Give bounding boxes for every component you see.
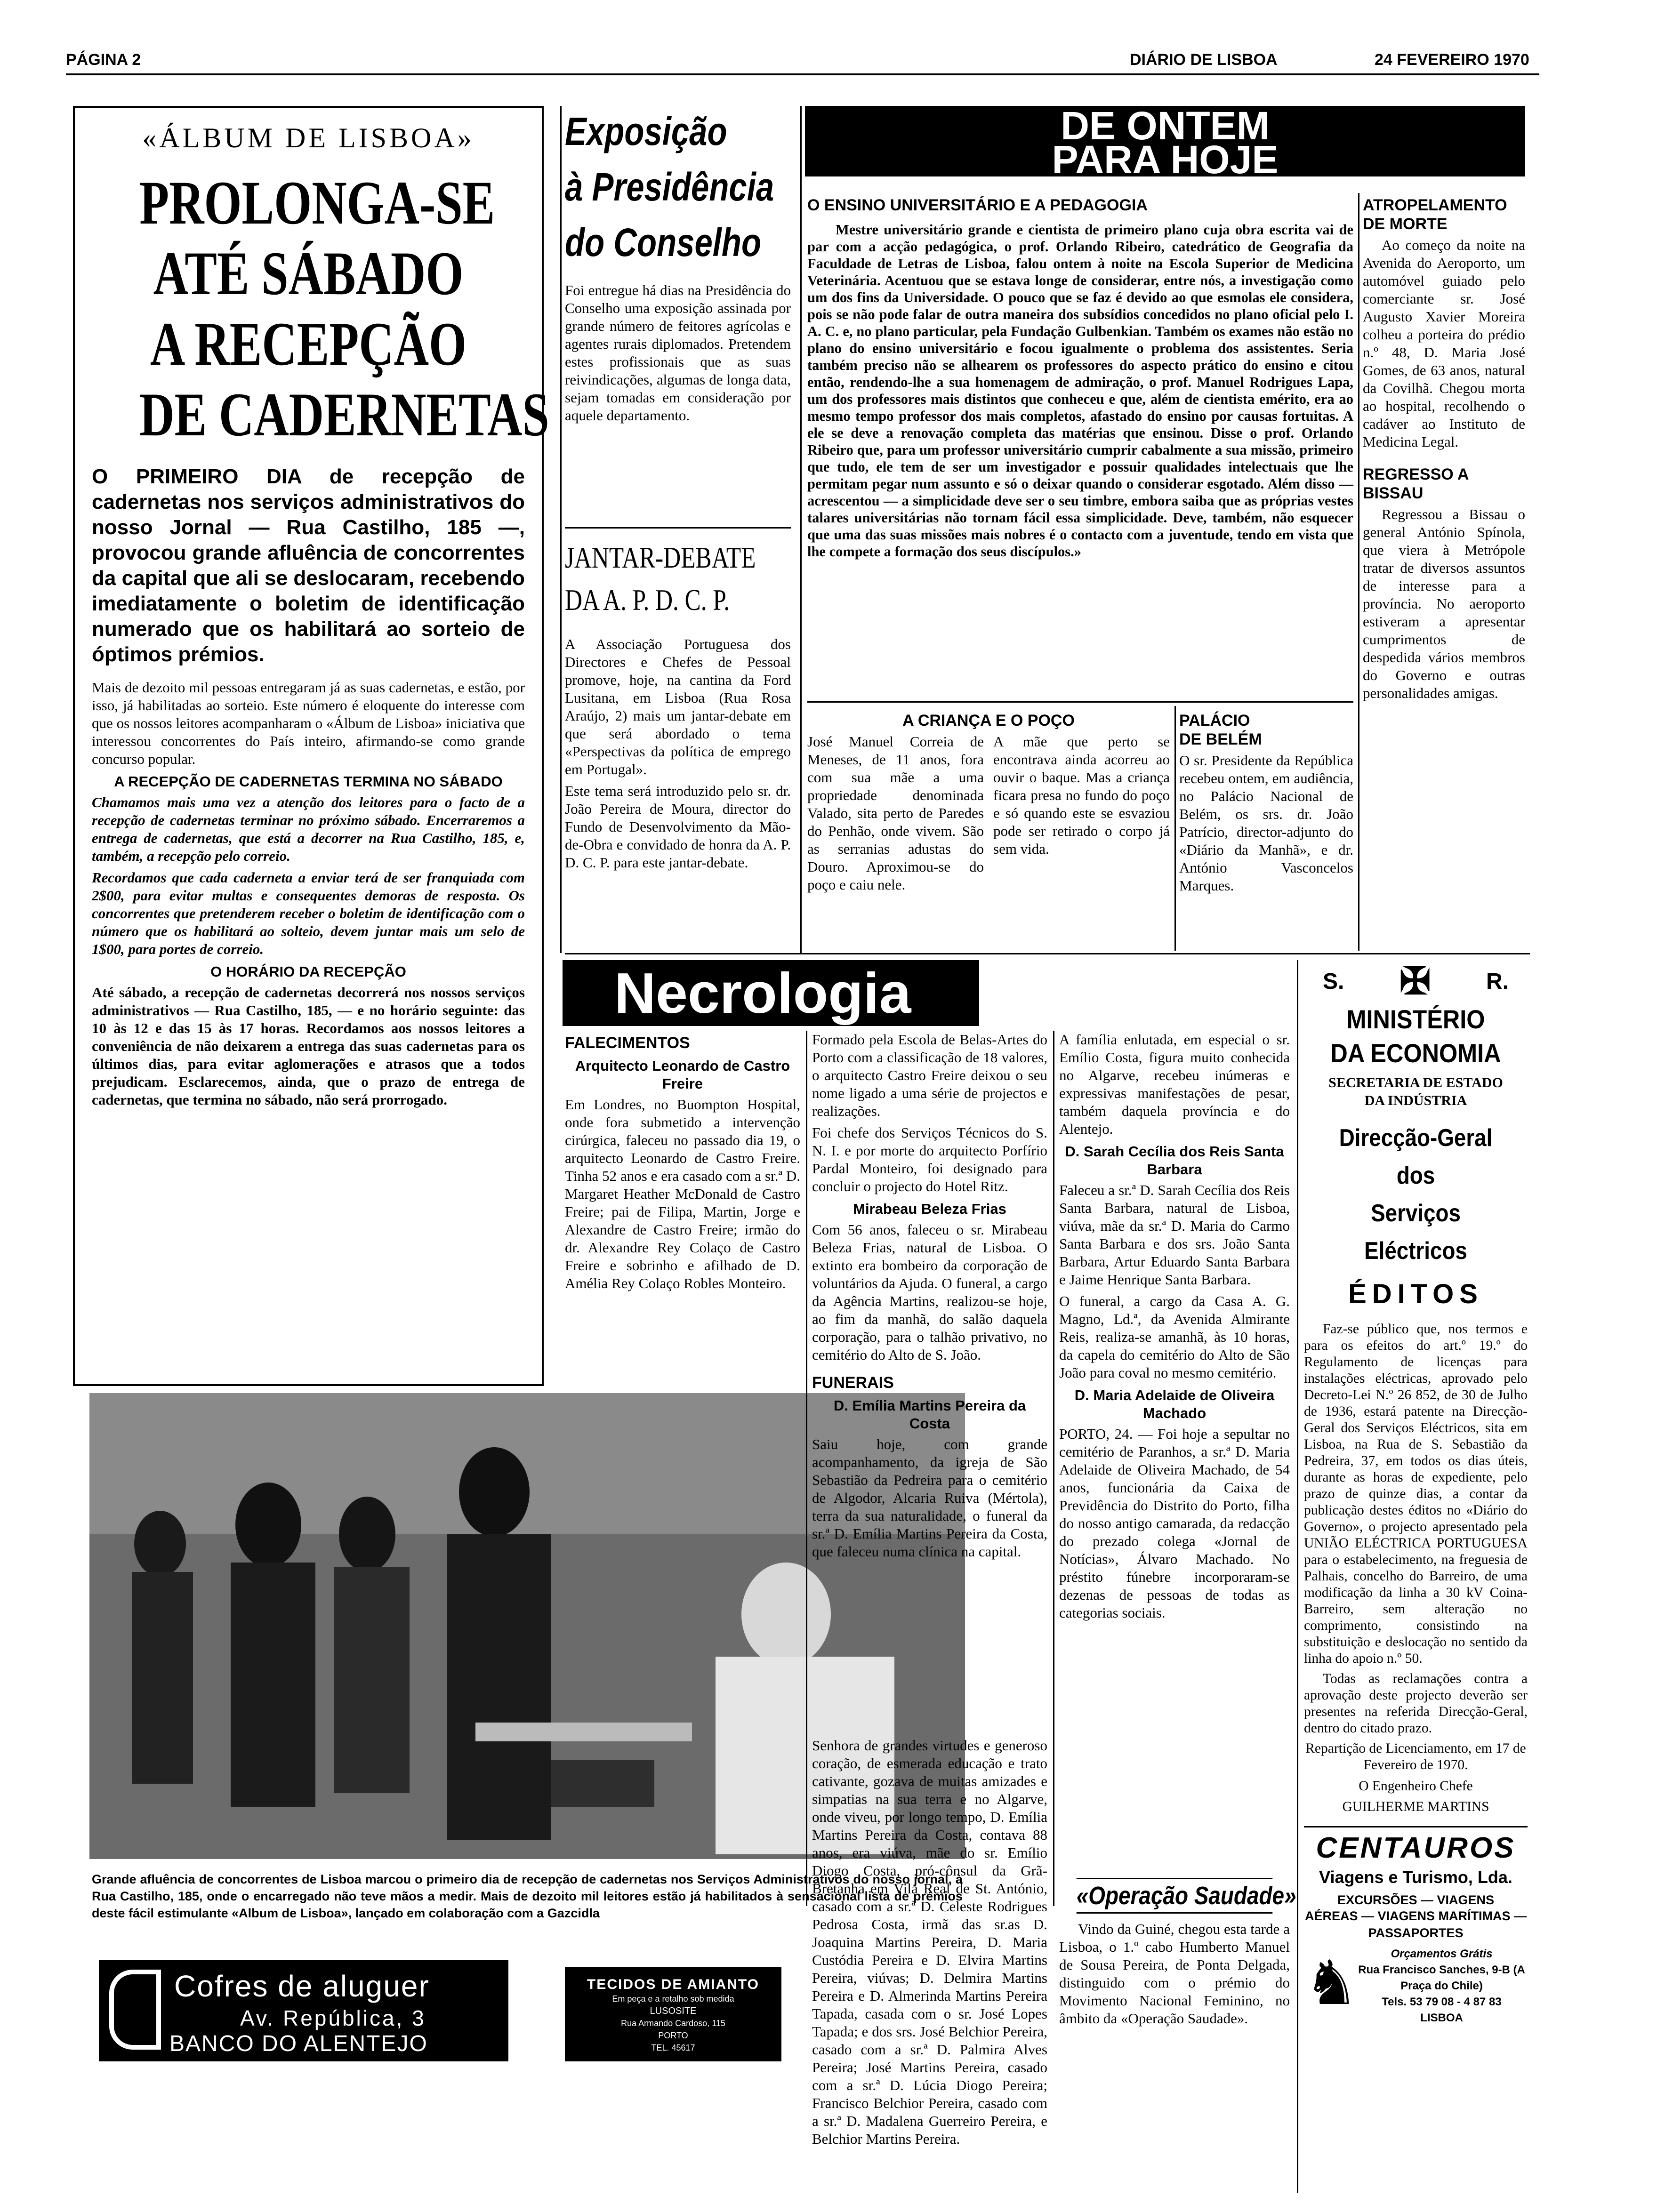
- editos-signature: GUILHERME MARTINS: [1342, 1799, 1489, 1814]
- ensino-body: Mestre universitário grande e cientista de primeiro plano cuja obra escrita vai de par com a acção pedagógica, o prof. Orlando Ribeiro, catedrático de Geografia da Faculdade de Letras de Lisboa, falou ontem à noite na Escola Superior de Medicina Veterinária. Acentuou que se estava longe de considerar, entre nós, a investigação como um dos fins da Universidade. O pouco que se faz é devido ao que esmolas ele considera, pois se não pode falar de outra maneira dos subsídios concedidos no plano oficial pelo I. A. C. e, no plano particular, pela Fundação Gulbenkian. Também os exames não estão no plano do ensino universitário e focou igualmente o problema dos assistentes. Seria também preciso não se alhearem os professores do aspecto prático do ensino e citou então, rendendo-lhe a sua homenagem de admiração, o prof. Manuel Rodrigues Lapa, um dos professores mais distintos que conheceu e que, além de cientista emérito, era ao mesmo tempo professor dos mais completos, afastado do ensino por causas fortuitas. A ele se deve a renovação completa das matérias que ensinou. Disse o prof. Orlando Ribeiro que, para um professor universitário cumprir cabalmente a sua missão, primeiro que tudo, ele tem de ser um investigador e possuir qualidades intelectuais que lhe permitam pegar num assunto e só o deixar quando o considerar esgotado. Além disso — acrescentou — a simplicidade deve ser o seu timbre, embora saiba que as próprias vestes talares universitárias não tornam fácil essa simplicidade. Deve, também, não esquecer que uma das suas missões mais nobres é o contacto com a juventude, tendo em vista que lhe compete a formação dos seus discípulos.»: [807, 222, 1353, 560]
- crianca-body: José Manuel Correia de Meneses, de 11 anos, fora com sua mãe a uma propriedade denominada Valado, sita perto de Paredes do Penhão, onde vivem. São as serranias adustas do Douro. Aproximou-se do poço e caiu nele.: [807, 733, 984, 893]
- tecidos-line: Em peça e a retalho sob medida: [612, 1994, 734, 2004]
- necro-col-3: [1059, 1031, 1290, 1626]
- obituary-body: Com 56 anos, faleceu o sr. Mirabeau Beleza Frias, natural de Lisboa. O extinto era bombeiro da corporação de voluntários da Ajuda. O funeral, a cargo da Agência Martins, realizou-se hoje, ao fim da manhã, do salão daquela corporação, para o talhão privativo, no cemitério do Alto de S. João.: [812, 1221, 1047, 1363]
- editos-engineer: O Engenheiro Chefe: [1359, 1779, 1473, 1794]
- operacao-saudade-article: [1059, 1878, 1296, 2031]
- paper-name: DIÁRIO DE LISBOA: [1130, 51, 1278, 69]
- atropelamento-body: Ao começo da noite na Avenida do Aeroporto, um automóvel guiado pelo comerciante sr. José Augusto Xavier Moreira colheu a porteira do prédio n.º 48, D. Maria José Gomes, de 63 anos, natural da Covilhã. Chegou morta ao hospital, recolhendo o cadáver ao Instituto de Medicina Legal.: [1363, 237, 1525, 450]
- centauros-line: Orçamentos Grátis: [1391, 1948, 1493, 1960]
- obituary-name: D. Maria Adelaide de Oliveira Machado: [1074, 1387, 1275, 1421]
- obituary-name: D. Sarah Cecília dos Reis Santa Barbara: [1065, 1143, 1284, 1178]
- atropelamento-article: [1363, 193, 1525, 706]
- palacio-article: [1179, 708, 1353, 898]
- obituary-body: Saiu hoje, com grande acompanhamento, da igreja de São Sebastião da Pedreira para o cemitério de Algodor, Alcaria Ruiva (Mértola), terra da sua naturalidade, o funeral da sr.ª D. Emília Martins Pereira da Costa, que faleceu numa clínica na capital.: [812, 1436, 1047, 1560]
- ensino-title: O ENSINO UNIVERSITÁRIO E A PEDAGOGIA: [807, 196, 1148, 214]
- album-lead: O PRIMEIRO DIA de recepção de cadernetas nos serviços administrativos do nosso Jornal — Rua Castilho, 185 —, provocou grande afluência de concorrentes da capital que ali se deslocaram, recebendo imediatamente o boletim de identificação numerado que os habilitará ao sorteio de óptimos prémios.: [92, 465, 525, 666]
- album-paragraph: Mais de dezoito mil pessoas entregaram já as suas cadernetas, e estão, por isso, já habilitadas ao sorteio. Este número é eloquente do interesse com que os nossos leitores acompanharam o «Álbum de Lisboa» iniciativa que interessou concorrentes do País inteiro, afirmando-se como grande concurso popular.: [92, 679, 525, 767]
- photo-caption: Grande afluência de concorrentes de Lisboa marcou o primeiro dia de recepção de cadernetas nos Serviços Administrativos do nosso jornal, à Rua Castilho, 185, onde o encarregado não teve mãos a medir. Mais de dezoito mil leitores estão já habilitados à sensacional lista de prémios deste fácil estimulante «Album de Lisboa», lançado em colaboração com a Gazcidla: [92, 1872, 963, 1920]
- funerais-title: FUNERAIS: [812, 1374, 894, 1392]
- secretaria-title: SECRETARIA DE ESTADO DA INDÚSTRIA: [1328, 1075, 1503, 1108]
- issue-date: 24 FEVEREIRO 1970: [1375, 51, 1529, 69]
- regresso-title: REGRESSO A BISSAU: [1363, 465, 1469, 502]
- page-number: PÁGINA 2: [66, 51, 141, 69]
- masthead: [66, 51, 1539, 70]
- ontem-banner: DE ONTEM PARA HOJE: [805, 106, 1525, 176]
- obituary-body: Formado pela Escola de Belas-Artes do Porto com a classificação de 18 valores, o arquitecto Castro Freire deixou o seu nome ligado a uma série de projectos e realizações.: [812, 1031, 1047, 1119]
- album-article: [73, 106, 549, 1386]
- direccao-title: Direcção-Geral dos Serviços Eléctricos: [1339, 1124, 1493, 1265]
- album-subhead: O HORÁRIO DA RECEPÇÃO: [210, 963, 406, 980]
- centauros-line: Tels. 53 79 08 - 4 87 83: [1382, 1996, 1502, 2008]
- exposicao-body: Foi entregue há dias na Presidência do Conselho uma exposição assinada por grande número de feitores agrícolas e agentes rurais diplomados. Pretendem estes profissionais que as suas reivindicações, algumas de longa data, sejam tomadas em consideração por aquele departamento.: [565, 282, 791, 424]
- centauros-line: LISBOA: [1420, 2012, 1463, 2024]
- centauros-ad: [1304, 1826, 1528, 2024]
- regresso-body: Regressou a Bissau o general António Spínola, que viera à Metrópole tratar de diversos assuntos de interesse para a província. No aeroporto estiveram a apresentar cumprimentos de despedida vários membros do Governo e outras personalidades amigas.: [1363, 506, 1525, 701]
- centauros-subtitle: Viagens e Turismo, Lda.: [1319, 1867, 1512, 1887]
- jantar-paragraph: Este tema será introduzido pelo sr. dr. João Pereira de Moura, director do Fundo de Desenvolvimento da Mão-de-Obra e convidado de honra da A. P. D. C. P. para este jantar-debate.: [565, 783, 791, 871]
- necro-col-1: [565, 1031, 800, 1296]
- crianca-title: A CRIANÇA E O POÇO: [902, 712, 1075, 729]
- obituary-name: Arquitecto Leonardo de Castro Freire: [575, 1058, 790, 1092]
- tecidos-line: Rua Armando Cardoso, 115: [621, 2019, 725, 2028]
- dancer-icon: ♞: [1304, 1950, 1359, 2018]
- album-paragraph: Chamamos mais uma vez a atenção dos leitores para o facto de a recepção de cadernetas terminar no próximo sábado. Encerraremos a entrega de cadernetas, que está a decorrer na Rua Castilho, 185, e, também, a recepção pelo correio.: [92, 794, 525, 864]
- editos-body: Todas as reclamações contra a aprovação deste projecto deverão ser presentes na referida Direcção-Geral, dentro do citado prazo.: [1304, 1671, 1528, 1736]
- bank-logo-icon: [109, 1970, 161, 2050]
- obituary-name: Mirabeau Beleza Frias: [853, 1201, 1006, 1217]
- crianca-body: A mãe que perto se encontrava ainda acorreu ao ouvir o baque. Mas a criança ficara presa no fundo do poço e só quando este se esvaziou pode ser retirado o corpo já sem vida.: [993, 733, 1170, 857]
- album-kicker: «ÁLBUM DE LISBOA»: [142, 122, 475, 153]
- atropelamento-title: ATROPELAMENTO DE MORTE: [1363, 196, 1507, 233]
- centauros-title: CENTAUROS: [1316, 1832, 1516, 1864]
- album-headline: PROLONGA-SE ATÉ SÁBADO A RECEPÇÃO DE CADERNETAS: [139, 168, 549, 449]
- album-subhead: A RECEPÇÃO DE CADERNETAS TERMINA NO SÁBADO: [114, 773, 503, 790]
- palacio-body: O sr. Presidente da República recebeu ontem, em audiência, no Palácio Nacional de Belém, os srs. dr. João Patrício, director-adjunto do «Diário da Manhã», e dr. António Vasconcelos Marques.: [1179, 752, 1353, 894]
- tecidos-line: TEL. 45617: [651, 2043, 695, 2052]
- editos-body: Faz-se público que, nos termos e para os efeitos do art.º 19.º do Regulamento de licenças para instalações eléctricas, aprovado pelo Decreto-Lei N.º 26 852, de 30 de Julho de 1936, estará patente na Direcção-Geral dos Serviços Eléctricos, sita em Lisboa, na Rua de S. Sebastião da Pedreira, 37, em todos os dias úteis, durante as horas de expediente, pelo prazo de quinze dias, a contar da publicação destes éditos no «Diário do Governo», o projecto apresentado pela UNIÃO ELÉCTRICA PORTUGUESA para o estabelecimento, na freguesia de Palhais, concelho do Barreiro, de uma modificação da linha a 30 kV Coina-Barreiro, sem alteração no comprimento, consistindo na substituição e deslocação no sentido da linha do apoio n.º 50.: [1304, 1322, 1528, 1666]
- crest-icon: ✠: [1399, 960, 1431, 1002]
- jantar-article: [565, 537, 791, 875]
- obituary-body: Em Londres, no Buompton Hospital, onde fora submetido a intervenção cirúrgica, faleceu no passado dia 19, o arquitecto Leonardo de Castro Freire. Tinha 52 anos e era casado com a sr.ª D. Margaret Heather McDonald de Castro Freire; pai de Filipa, Martin, Jorge e Alexandre de Castro Freire; irmão do dr. Alexandre Rey Colaço de Castro Freire e sobrinho e afilhado de D. Amélia Rey Colaço Robles Monteiro.: [565, 1096, 800, 1291]
- obituary-body: Faleceu a sr.ª D. Sarah Cecília dos Reis Santa Barbara, natural de Lisboa, viúva, mãe da sr.ª D. Maria do Carmo Santa Barbara e dos srs. João Santa Barbara, Artur Eduardo Santa Barbara e Jaime Henrique Santa Barbara.: [1059, 1182, 1290, 1288]
- necro-col-2: [812, 1031, 1047, 1564]
- obituary-body: A família enlutada, em especial o sr. Emílio Costa, figura muito conhecida no Algarve, recebeu inúmeras e expressivas manifestações de pesar, também daquela província e do Alentejo.: [1059, 1031, 1290, 1137]
- exposicao-headline: Exposição à Presidência do Conselho: [565, 109, 774, 264]
- tecidos-title: TECIDOS DE AMIANTO: [587, 1977, 759, 1992]
- editos-title: ÉDITOS: [1348, 1279, 1483, 1309]
- necrologia-banner: Necrologia: [563, 960, 979, 1026]
- cofres-bank: BANCO DO ALENTEJO: [169, 2031, 428, 2056]
- palacio-title: PALÁCIO DE BELÉM: [1179, 712, 1262, 748]
- obituary-body: O funeral, a cargo da Casa A. G. Magno, Ld.ª, da Avenida Almirante Reis, realiza-se amanhã, às 10 horas, da capela do cemitério do Alto de São João para coval no mesmo cemitério.: [1059, 1293, 1290, 1381]
- crianca-article: [807, 708, 1170, 898]
- operacao-title: «Operação Saudade»: [1077, 1878, 1273, 1914]
- centauros-line: EXCURSÕES — VIAGENS: [1337, 1893, 1495, 1907]
- obituary-body: Foi chefe dos Serviços Técnicos do S. N. I. e por morte do arquitecto Porfírio Pardal Monteiro, foi designado para concluir o projecto do Hotel Ritz.: [812, 1124, 1047, 1194]
- centauros-line: Rua Francisco Sanches, 9-B (A Praça do Chile): [1358, 1964, 1525, 1992]
- ensino-article: [807, 193, 1353, 564]
- cofres-ad: [99, 1960, 508, 2061]
- tecidos-line: PORTO: [658, 2031, 688, 2040]
- obituary-body-continued: Senhora de grandes virtudes e generoso coração, de esmerada educação e trato cativante, gozava de muitas amizades e simpatias na sua terra e no Algarve, onde viveu, por longo tempo, D. Emília Martins Pereira da Costa, contava 88 anos, era viúva, mãe do sr. Emílio Diogo Costa, pró-cônsul da Grã-Bretanha em Vila Real de St. António, casado com a sr.ª D. Celeste Rodrigues Pedrosa Costa, irmã das sr.as D. Joaquina Martins Pereira, D. Maria Custódia Pereira e D. Elvira Martins Pereira, viúvas; D. Delmira Martins Pereira e D. Almerinda Martins Pereira Tapada, casada com o sr. José Lopes Tapada; e dos srs. José Belchior Pereira, casado com a sr.ª D. Palmira Alves Pereira; José Martins Pereira, casado com a sr.ª D. Lúcia Diogo Pereira; Francisco Belchior Pereira, casado com a sr.ª D. Madalena Guerreiro Pereira, e Belchior Martins Pereira.: [812, 1737, 1047, 2147]
- sr-left: S.: [1323, 969, 1344, 994]
- tecidos-ad: [565, 1967, 781, 2061]
- ministerio-notice: [1304, 960, 1528, 1819]
- ministerio-title: MINISTÉRIO DA ECONOMIA: [1330, 1004, 1501, 1068]
- sr-right: R.: [1486, 969, 1509, 994]
- tecidos-line: LUSOSITE: [650, 2006, 697, 2016]
- exposicao-article: [565, 104, 791, 428]
- cofres-address: Av. República, 3: [240, 2006, 426, 2030]
- obituary-name: D. Emília Martins Pereira da Costa: [833, 1397, 1026, 1432]
- album-paragraph: Até sábado, a recepção de cadernetas decorrerá nos nossos serviços administrativos — Rua Castilho, 185, — e no horário seguinte: das 10 às 12 e das 15 às 17 horas. Recordamos aos nossos leitores a conveniência de não deixarem a entrega das suas cadernetas para os últimos dias, para evitar aglomerações e atrasos que a todos prejudicam. Esclarecemos, ainda, que o prazo de entrega de cadernetas, que termina no sábado, não será prorrogado.: [92, 984, 525, 1108]
- album-paragraph: Recordamos que cada caderneta a enviar terá de ser franquiada com 2$00, para evitar multas e consequentes demoras de resposta. Os concorrentes que pretenderem receber o boletim de identificação com o número que os habilitará ao solteio, devem juntar mais um selo de 1$00, para portes de correio.: [92, 869, 525, 957]
- jantar-headline: JANTAR-DEBATE DA A. P. D. C. P.: [565, 541, 756, 617]
- operacao-body: Vindo da Guiné, chegou esta tarde a Lisboa, o 1.º cabo Humberto Manuel de Sousa Pereira, de Ponta Delgada, distinguido com o prémio do Movimento Nacional Feminino, no âmbito da «Operação Saudade».: [1059, 1921, 1290, 2027]
- editos-department: Repartição de Licenciamento, em 17 de Fevereiro de 1970.: [1305, 1741, 1526, 1772]
- falecimentos-title: FALECIMENTOS: [565, 1034, 690, 1052]
- cofres-title: Cofres de aluguer: [174, 1969, 430, 2003]
- centauros-line: AÉREAS — VIAGENS MARÍTIMAS — PASSAPORTES: [1304, 1909, 1527, 1940]
- obituary-body: PORTO, 24. — Foi hoje a sepultar no cemitério de Paranhos, a sr.ª D. Maria Adelaide de Oliveira Machado, de 54 anos, funcionária da Caixa de Previdência do Distrito do Porto, filha do nosso antigo camarada, da redacção do prezado colega «Jornal de Notícias», Álvaro Machado. No préstito fúnebre incorporaram-se dezenas de pessoas de todas as categorias sociais.: [1059, 1426, 1290, 1621]
- jantar-paragraph: A Associação Portuguesa dos Directores e Chefes de Pessoal promove, hoje, na cantina da Ford Lusitana, em Lisboa (Rua Rosa Araújo, 2) mais um jantar-debate em que será abordado o tema «Perspectivas da política de emprego em Portugal».: [565, 636, 791, 777]
